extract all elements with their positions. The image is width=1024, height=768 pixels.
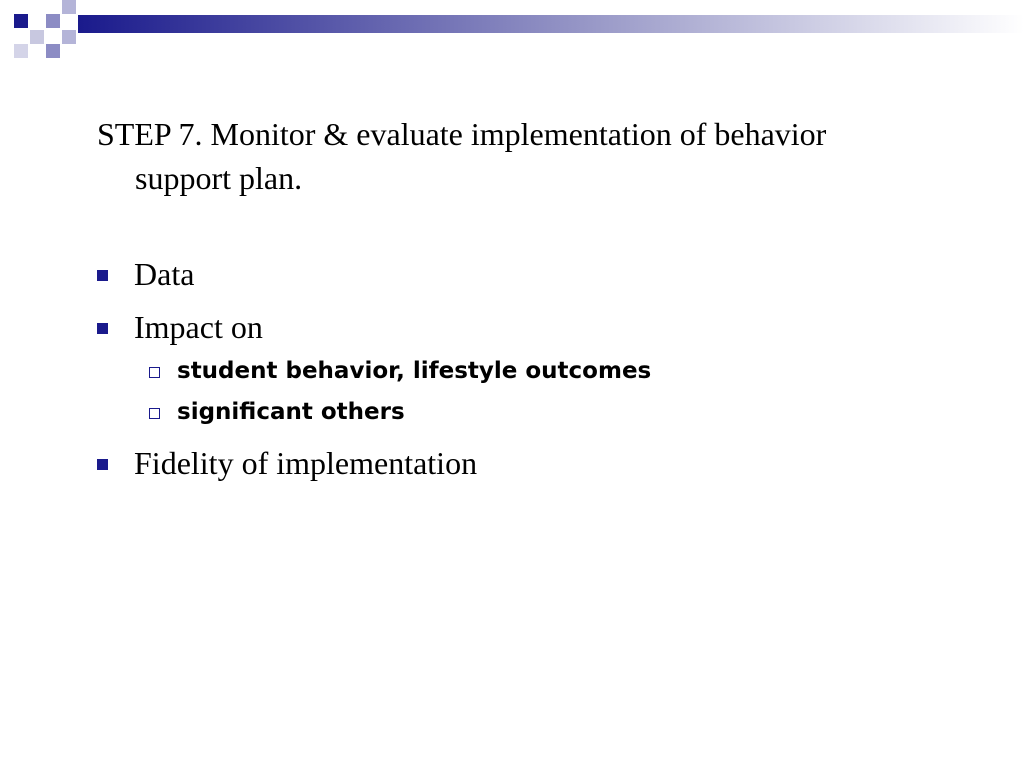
sub-bullet-item [149,397,405,427]
sub-bullet-item [149,356,651,386]
bullet-item [97,254,194,294]
deco-square [30,30,44,44]
deco-square [14,14,28,28]
bullet-text: Data [134,256,195,292]
hollow-square-bullet-icon [149,408,160,419]
hollow-square-bullet-icon [149,367,160,378]
header-gradient-band [78,15,1024,33]
bullet-item [97,307,263,347]
bullet-text: Impact on [134,309,263,345]
deco-square [62,30,76,44]
square-bullet-icon [97,459,108,470]
deco-square [62,0,76,14]
deco-square [14,44,28,58]
square-bullet-icon [97,270,108,281]
sub-bullet-text: significant others [177,399,405,425]
deco-square [46,44,60,58]
deco-square [46,14,60,28]
bullet-text: Fidelity of implementation [134,445,478,481]
header-decoration [0,0,1024,70]
bullet-item [97,443,477,483]
sub-bullet-text: student behavior, lifestyle outcomes [177,358,652,384]
slide-heading: STEP 7. Monitor & evaluate implementation of behavior support plan. [97,116,827,196]
square-bullet-icon [97,323,108,334]
